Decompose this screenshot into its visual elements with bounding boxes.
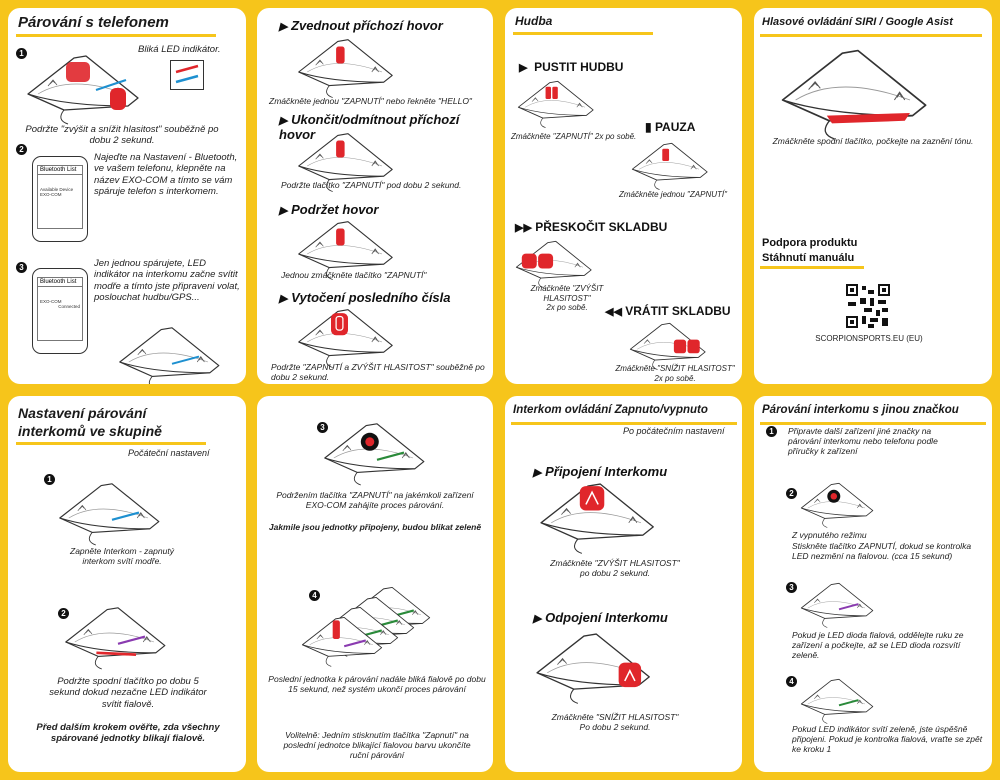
phone-screen-header: Bluetooth List	[38, 166, 82, 175]
title-underline	[16, 442, 206, 445]
website-link[interactable]: SCORPIONSPORTS.EU (EU)	[815, 334, 923, 343]
intercom-device-icon	[297, 308, 392, 369]
title-underline	[511, 422, 737, 425]
intercom-device-icon	[26, 54, 138, 126]
title-underline	[760, 34, 982, 37]
intercom-device-icon	[297, 38, 392, 99]
panel-calls	[257, 8, 493, 384]
verify-text: Před dalším krokem ověřte, zda všechny spárované jednotky blikají fialově.	[36, 722, 220, 745]
step-number: 4	[309, 590, 320, 601]
subheading-redial: ▶ Vytočení posledního čísla	[279, 290, 451, 305]
intercom-device-icon	[323, 422, 424, 487]
step-number: 1	[44, 474, 55, 485]
disconnect-text: Zmáčkněte "SNÍŽIT HLASITOST" Po dobu 2 sekund.	[551, 712, 679, 733]
step-number: 3	[317, 422, 328, 433]
intercom-device-icon	[515, 240, 591, 289]
panel-group-pairing-steps	[257, 396, 493, 772]
phone-screen-row: EXO-COM	[40, 299, 62, 304]
hold-call-text: Jednou zmáčkněte tlačítko "ZAPNUTÍ"	[281, 270, 427, 280]
step-number: 2	[16, 144, 27, 155]
panel-title: Párování interkomu s jinou značkou	[762, 404, 959, 416]
phone-icon	[32, 156, 88, 242]
step1-text: Připravte další zařízení jiné značky na párování interkomu nebo telefonu podle příručky k zařízení	[788, 426, 938, 457]
connect-text: Zmáčkněte "ZVÝŠIT HLASITOST" po dobu 2 sekund.	[550, 558, 680, 579]
previous-track-text: Zmáčkněte "SNÍŽIT HLASITOST" 2x po sobě.	[615, 364, 735, 383]
subheading-next-track: ▶▶ PŘESKOČIT SKLADBU	[515, 220, 668, 234]
panel-title: Hudba	[515, 14, 553, 28]
step3-text: Podržením tlačítka "ZAPNUTÍ" na jakémkoli zařízení EXO-COM zahájíte proces párování.	[276, 490, 474, 511]
connected-note: Jakmile jsou jednotky připojeny, budou blikat zeleně	[268, 522, 482, 532]
step1-text: Podržte "zvýšit a snížit hlasitost" souběžně po dobu 2 sekund.	[25, 124, 219, 147]
subheading-play-music: ▶ PUSTIT HUDBU	[519, 60, 624, 74]
intercom-device-icon	[517, 80, 593, 129]
answer-call-text: Zmáčkněte jednou "ZAPNUTÍ" nebo řekněte "HELLO"	[269, 96, 472, 106]
step-number: 2	[58, 608, 69, 619]
redial-text: Podržte "ZAPNUTÍ a ZVÝŠIT HLASITOST" souběžně po dobu 2 sekund.	[271, 362, 485, 383]
panel-music	[505, 8, 742, 384]
subheading-pause: ▮ PAUZA	[645, 120, 696, 134]
step-number: 1	[16, 48, 27, 59]
step4-text: Pokud LED indikátor svítí zeleně, jste úspěšně připojeni. Pokud je kontrolka fialová, vraťte se zpět ke kroku 1	[792, 724, 983, 755]
step2-text: Podržte spodní tlačítko po dobu 5 sekund dokud nezačne LED indikátor svítit fialově.	[49, 676, 207, 710]
end-call-text: Podržte tlačítko "ZAPNUTÍ" pod dobu 2 sekund.	[281, 180, 462, 190]
subheading-hold-call: ▶ Podržet hovor	[279, 202, 379, 217]
step2-text: Stiskněte tlačítko ZAPNUTÍ, dokud se kontrolka LED nezmění na fialovou. (cca 15 sekund)	[792, 541, 972, 562]
led-blink-icon	[170, 60, 204, 90]
step-number: 1	[766, 426, 777, 437]
step3-text: Jen jednou spárujete, LED indikátor na interkomu začne svítit modře a tímto jste připraveni volat, poslouchat hudbu/GPS...	[94, 258, 240, 304]
initial-setup-label: Počáteční nastavení	[128, 448, 210, 458]
phone-icon	[32, 268, 88, 354]
intercom-device-icon	[539, 482, 653, 555]
qr-code-icon[interactable]	[846, 284, 890, 328]
intercom-device-icon	[118, 326, 219, 384]
subheading-end-call: ▶ Ukončit/odmítnout příchozí hovor	[279, 112, 460, 142]
step-number: 3	[16, 262, 27, 273]
phone-screen-row: Available Device EXO-COM	[40, 187, 74, 197]
step3-text: Pokud je LED dioda fialová, oddělejte ruku ze zařízení a počkejte, až se LED dioda rozsvítí zeleně.	[792, 630, 964, 661]
intercom-device-icon	[64, 606, 165, 671]
panel-phone-pairing	[8, 8, 246, 384]
title-underline	[513, 32, 653, 35]
subheading-answer-call: ▶ Zvednout příchozí hovor	[279, 18, 443, 33]
subheading-disconnect: ▶ Odpojení Interkomu	[533, 610, 668, 625]
panel-title: Nastavení párování interkomů ve skupině	[18, 405, 162, 440]
led-indicator	[66, 62, 90, 82]
stacked-devices-icon	[297, 586, 487, 676]
step2-title: Z vypnutého režimu	[792, 530, 867, 540]
panel-title: Interkom ovládání Zapnuto/vypnuto	[513, 404, 708, 416]
title-underline	[760, 266, 864, 269]
step1-text: Zapněte Interkom - zapnutý interkom svítí modře.	[70, 546, 174, 567]
connected-status: Connected	[58, 304, 80, 309]
intercom-device-icon	[58, 482, 159, 547]
panel-intercom-onoff	[505, 396, 742, 772]
intercom-device-icon	[800, 678, 873, 725]
subheading-connect: ▶ Připojení Interkomu	[533, 464, 668, 479]
panel-title: Hlasové ovládání SIRI / Google Asist	[762, 16, 953, 28]
voice-assistant-text: Zmáčkněte spodní tlačítko, počkejte na zaznění tónu.	[772, 136, 974, 146]
optional-text: Volitelně: Jedním stisknutím tlačítka "Zapnutí" na poslední jednotce blikající fialovou barvu ukončíte ruční párování	[283, 730, 471, 761]
step-number: 3	[786, 582, 797, 593]
intercom-device-icon	[780, 48, 926, 142]
panel-group-pairing	[8, 396, 246, 772]
intercom-device-icon	[800, 582, 873, 629]
subheading-previous-track: ◀◀ VRÁTIT SKLADBU	[605, 304, 731, 318]
play-music-text: Zmáčkněte "ZAPNUTÍ" 2x po sobě.	[511, 132, 637, 141]
led-note: Bliká LED indikátor.	[138, 44, 221, 55]
title-underline	[16, 34, 216, 37]
panel-other-brand-pairing	[754, 396, 992, 772]
intercom-device-icon	[800, 482, 873, 529]
step4-text: Poslední jednotka k párování nadále bliká fialově po dobu 15 sekund, než systém ukončí proces párování	[268, 674, 486, 695]
pause-text: Zmáčkněte jednou "ZAPNUTÍ"	[619, 190, 727, 199]
panel-title: Párování s telefonem	[18, 14, 169, 31]
phone-screen-header: Bluetooth List	[38, 278, 82, 287]
step2-text: Najeďte na Nastavení - Bluetooth, ve vašem telefonu, klepněte na název EXO-COM a tímto se vám spáruje telefon s interkomem.	[94, 152, 238, 198]
step-number: 2	[786, 488, 797, 499]
intercom-device-icon	[631, 142, 707, 191]
next-track-text: Zmáčkněte "ZVÝŠIT HLASITOST" 2x po sobě.	[530, 284, 604, 313]
after-setup-label: Po počátečním nastavení	[623, 426, 725, 436]
support-heading: Podpora produktu Stáhnutí manuálu	[762, 237, 858, 264]
intercom-device-icon	[535, 632, 649, 705]
step-number: 4	[786, 676, 797, 687]
title-underline	[760, 422, 986, 425]
panel-voice-assistant	[754, 8, 992, 384]
